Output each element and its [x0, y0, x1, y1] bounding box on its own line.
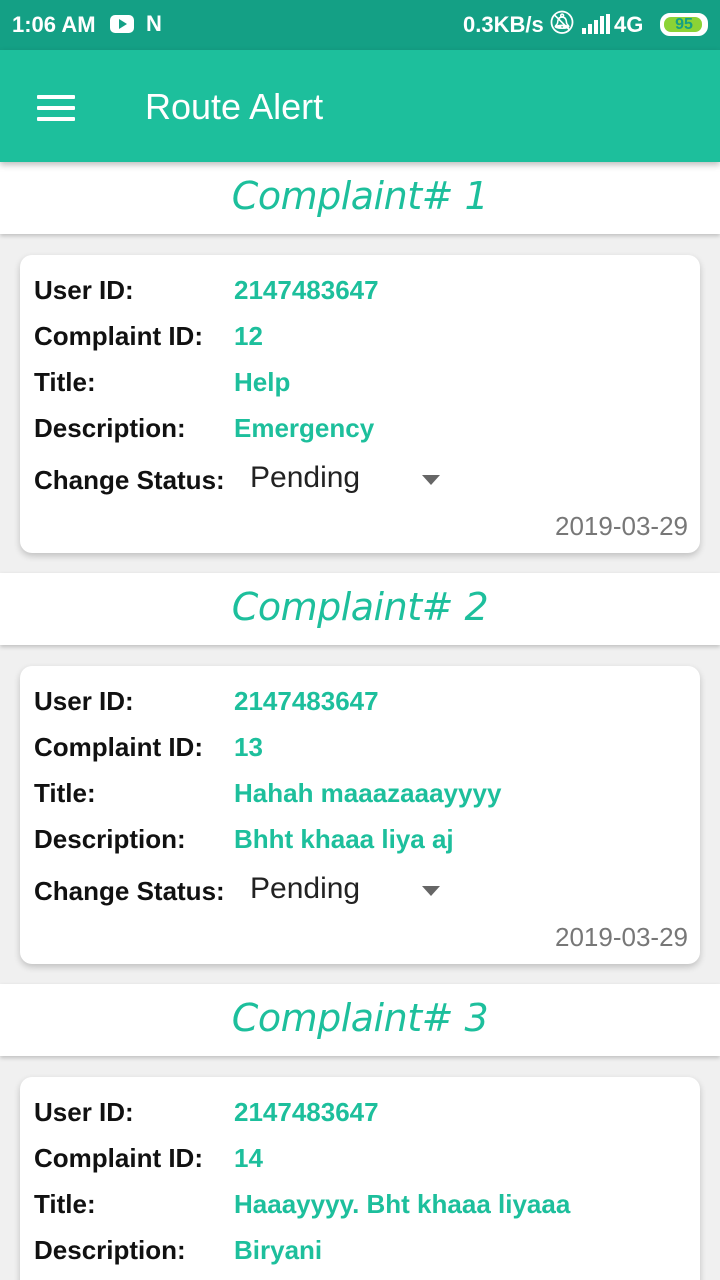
- description-row: [34, 413, 684, 447]
- complaint-id-label: Complaint ID:: [34, 321, 203, 351]
- title-row: [34, 1189, 684, 1223]
- battery-icon: [660, 13, 708, 36]
- status-dropdown-value: Pending: [250, 461, 361, 494]
- status-dropdown[interactable]: [250, 461, 450, 501]
- network-type: 4G: [614, 12, 644, 37]
- user-id-row: [34, 686, 684, 720]
- user-id-value: 2147483647: [234, 1097, 379, 1127]
- complaint-heading: Complaint# 1: [231, 174, 489, 218]
- app-bar: [0, 50, 720, 162]
- complaint-id-label: Complaint ID:: [34, 732, 203, 762]
- status-time: 1:06 AM: [12, 12, 96, 37]
- user-id-label: User ID:: [34, 686, 134, 716]
- description-label: Description:: [34, 1235, 186, 1265]
- complaint-id-label: Complaint ID:: [34, 1143, 203, 1173]
- complaint-heading: Complaint# 2: [231, 585, 489, 629]
- complaint-header: [0, 984, 720, 1056]
- description-label: Description:: [34, 824, 186, 854]
- complaint-id-value: 13: [234, 732, 263, 762]
- change-status-label: Change Status:: [34, 465, 225, 495]
- title-value: Hahah maaazaaayyyy: [234, 778, 502, 808]
- youtube-notification-icon: [110, 15, 134, 33]
- complaint-card: [20, 1077, 700, 1280]
- title-label: Title:: [34, 778, 96, 808]
- user-id-value: 2147483647: [234, 275, 379, 305]
- title-row: [34, 778, 684, 812]
- complaint-id-value: 14: [234, 1143, 263, 1173]
- title-row: [34, 367, 684, 401]
- menu-icon[interactable]: [37, 95, 75, 121]
- description-value: Emergency: [234, 413, 375, 443]
- status-dropdown[interactable]: [250, 872, 450, 912]
- complaint-date: 2019-03-29: [555, 922, 688, 952]
- user-id-row: [34, 1097, 684, 1131]
- complaint-header: [0, 162, 720, 234]
- bell-muted-icon: 🔕︎: [548, 10, 576, 35]
- complaint-id-row: [34, 1143, 684, 1177]
- description-row: [34, 824, 684, 858]
- user-id-label: User ID:: [34, 275, 134, 305]
- status-bar: [0, 0, 720, 50]
- title-label: Title:: [34, 367, 96, 397]
- description-value: Bhht khaaa liya aj: [234, 824, 454, 854]
- status-row: [34, 461, 684, 499]
- signal-icon: [582, 14, 610, 34]
- complaint-id-row: [34, 732, 684, 766]
- status-row: [34, 872, 684, 910]
- chevron-down-icon: [422, 475, 440, 485]
- description-row: [34, 1235, 684, 1269]
- user-id-value: 2147483647: [234, 686, 379, 716]
- user-id-row: [34, 275, 684, 309]
- complaint-card: [20, 255, 700, 553]
- user-id-label: User ID:: [34, 1097, 134, 1127]
- chevron-down-icon: [422, 886, 440, 896]
- status-dropdown-value: Pending: [250, 872, 361, 905]
- complaint-header: [0, 573, 720, 645]
- battery-level: 95: [675, 16, 693, 33]
- description-value: Biryani: [234, 1235, 323, 1265]
- network-speed: 0.3KB/s: [463, 12, 544, 37]
- complaint-card: [20, 666, 700, 964]
- title-value: Help: [234, 367, 291, 397]
- n-notification-icon: N: [146, 11, 162, 36]
- change-status-label: Change Status:: [34, 876, 225, 906]
- app-title: Route Alert: [145, 86, 324, 127]
- complaint-date: 2019-03-29: [555, 511, 688, 541]
- complaint-heading: Complaint# 3: [231, 996, 489, 1040]
- title-label: Title:: [34, 1189, 96, 1219]
- title-value: Haaayyyy. Bht khaaa liyaaa: [234, 1189, 571, 1219]
- complaint-id-row: [34, 321, 684, 355]
- description-label: Description:: [34, 413, 186, 443]
- complaint-id-value: 12: [234, 321, 263, 351]
